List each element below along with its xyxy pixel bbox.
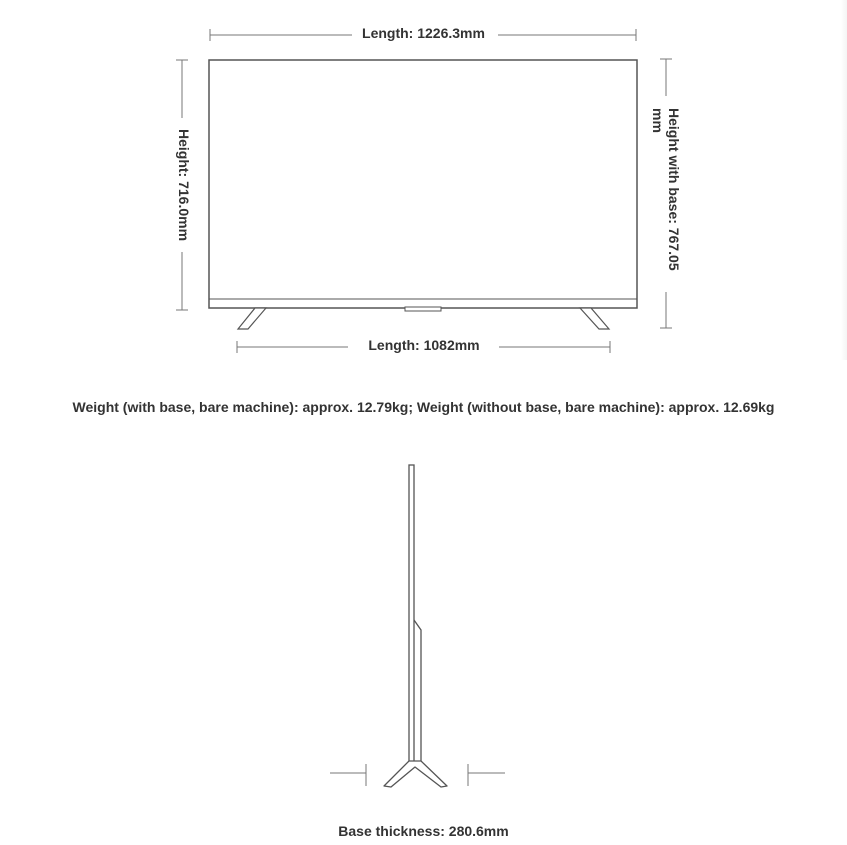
top-length-text: Length: 1226.3mm bbox=[354, 25, 493, 41]
weight-caption: Weight (with base, bare machine): approx. 12.79kg; Weight (without base, bare machine): approx. 12.69kg bbox=[72, 399, 775, 415]
top-length-label bbox=[210, 26, 637, 40]
bottom-length-text: Length: 1082mm bbox=[360, 337, 487, 353]
base-thickness-label: Base thickness: 280.6mm bbox=[338, 823, 509, 839]
tv-side-stand bbox=[384, 761, 447, 787]
height-with-base-label: Height with base: 767.05 mm bbox=[650, 108, 682, 271]
height-label: Height: 716.0mm bbox=[176, 128, 192, 242]
tv-front-panel bbox=[209, 60, 637, 311]
bottom-length-label bbox=[237, 338, 611, 352]
tv-side-profile bbox=[409, 465, 421, 763]
right-edge-shadow bbox=[841, 0, 847, 360]
